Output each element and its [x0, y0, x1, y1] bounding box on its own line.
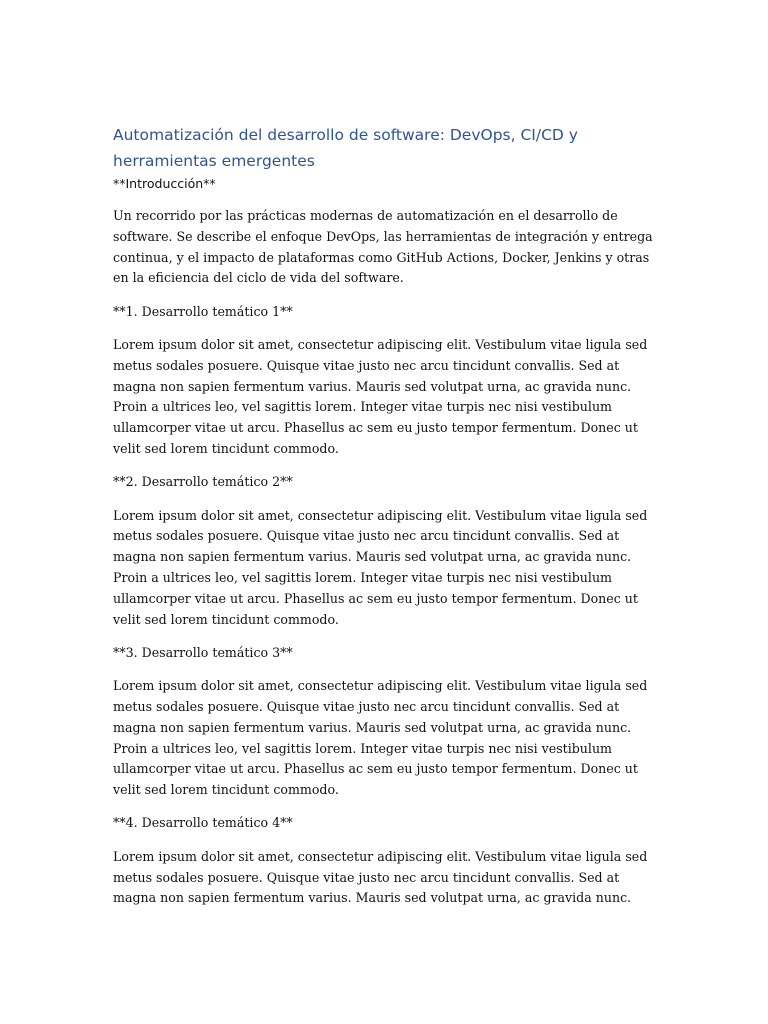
- intro-paragraph: Un recorrido por las prácticas modernas de automatización en el desarrollo de software. Se describe el enfoque DevOps, las herramientas de integración y entrega continua, y el impacto de plataformas como GitHub Actions, Docker, Jenkins y otras en la eficiencia del ciclo de vida del software.: [113, 208, 653, 286]
- section-heading-2: **2. Desarrollo temático 2**: [113, 474, 293, 490]
- document-content: [113, 122, 658, 922]
- section-body-4: Lorem ipsum dolor sit amet, consectetur adipiscing elit. Vestibulum vitae ligula sed metus sodales posuere. Quisque vitae justo nec arcu tincidunt convallis. Sed at magna non sapien fermentum varius. Mauris sed volutpat urna, ac gravida nunc.: [113, 848, 648, 906]
- section-heading-4: **4. Desarrollo temático 4**: [113, 815, 293, 831]
- section-heading-1: **1. Desarrollo temático 1**: [113, 303, 293, 319]
- intro-label: **Introducción**: [113, 176, 216, 191]
- section-body-3: Lorem ipsum dolor sit amet, consectetur adipiscing elit. Vestibulum vitae ligula sed metus sodales posuere. Quisque vitae justo nec arcu tincidunt convallis. Sed at magna non sapien fermentum varius. Mauris sed volutpat urna, ac gravida nunc. Proin a ultrices leo, vel sagittis lorem. Integer vitae turpis nec nisi vestibulum ullamcorper vitae ut arcu. Phasellus ac sem eu justo tempor fermentum. Donec ut velit sed lorem tincidunt commodo.: [113, 678, 648, 798]
- section-heading-3: **3. Desarrollo temático 3**: [113, 644, 293, 660]
- section-body-1: Lorem ipsum dolor sit amet, consectetur adipiscing elit. Vestibulum vitae ligula sed metus sodales posuere. Quisque vitae justo nec arcu tincidunt convallis. Sed at magna non sapien fermentum varius. Mauris sed volutpat urna, ac gravida nunc. Proin a ultrices leo, vel sagittis lorem. Integer vitae turpis nec nisi vestibulum ullamcorper vitae ut arcu. Phasellus ac sem eu justo tempor fermentum. Donec ut velit sed lorem tincidunt commodo.: [113, 336, 648, 456]
- document-title: Automatización del desarrollo de software: DevOps, CI/CD y herramientas emergentes: [113, 126, 578, 170]
- section-body-2: Lorem ipsum dolor sit amet, consectetur adipiscing elit. Vestibulum vitae ligula sed metus sodales posuere. Quisque vitae justo nec arcu tincidunt convallis. Sed at magna non sapien fermentum varius. Mauris sed volutpat urna, ac gravida nunc. Proin a ultrices leo, vel sagittis lorem. Integer vitae turpis nec nisi vestibulum ullamcorper vitae ut arcu. Phasellus ac sem eu justo tempor fermentum. Donec ut velit sed lorem tincidunt commodo.: [113, 507, 648, 627]
